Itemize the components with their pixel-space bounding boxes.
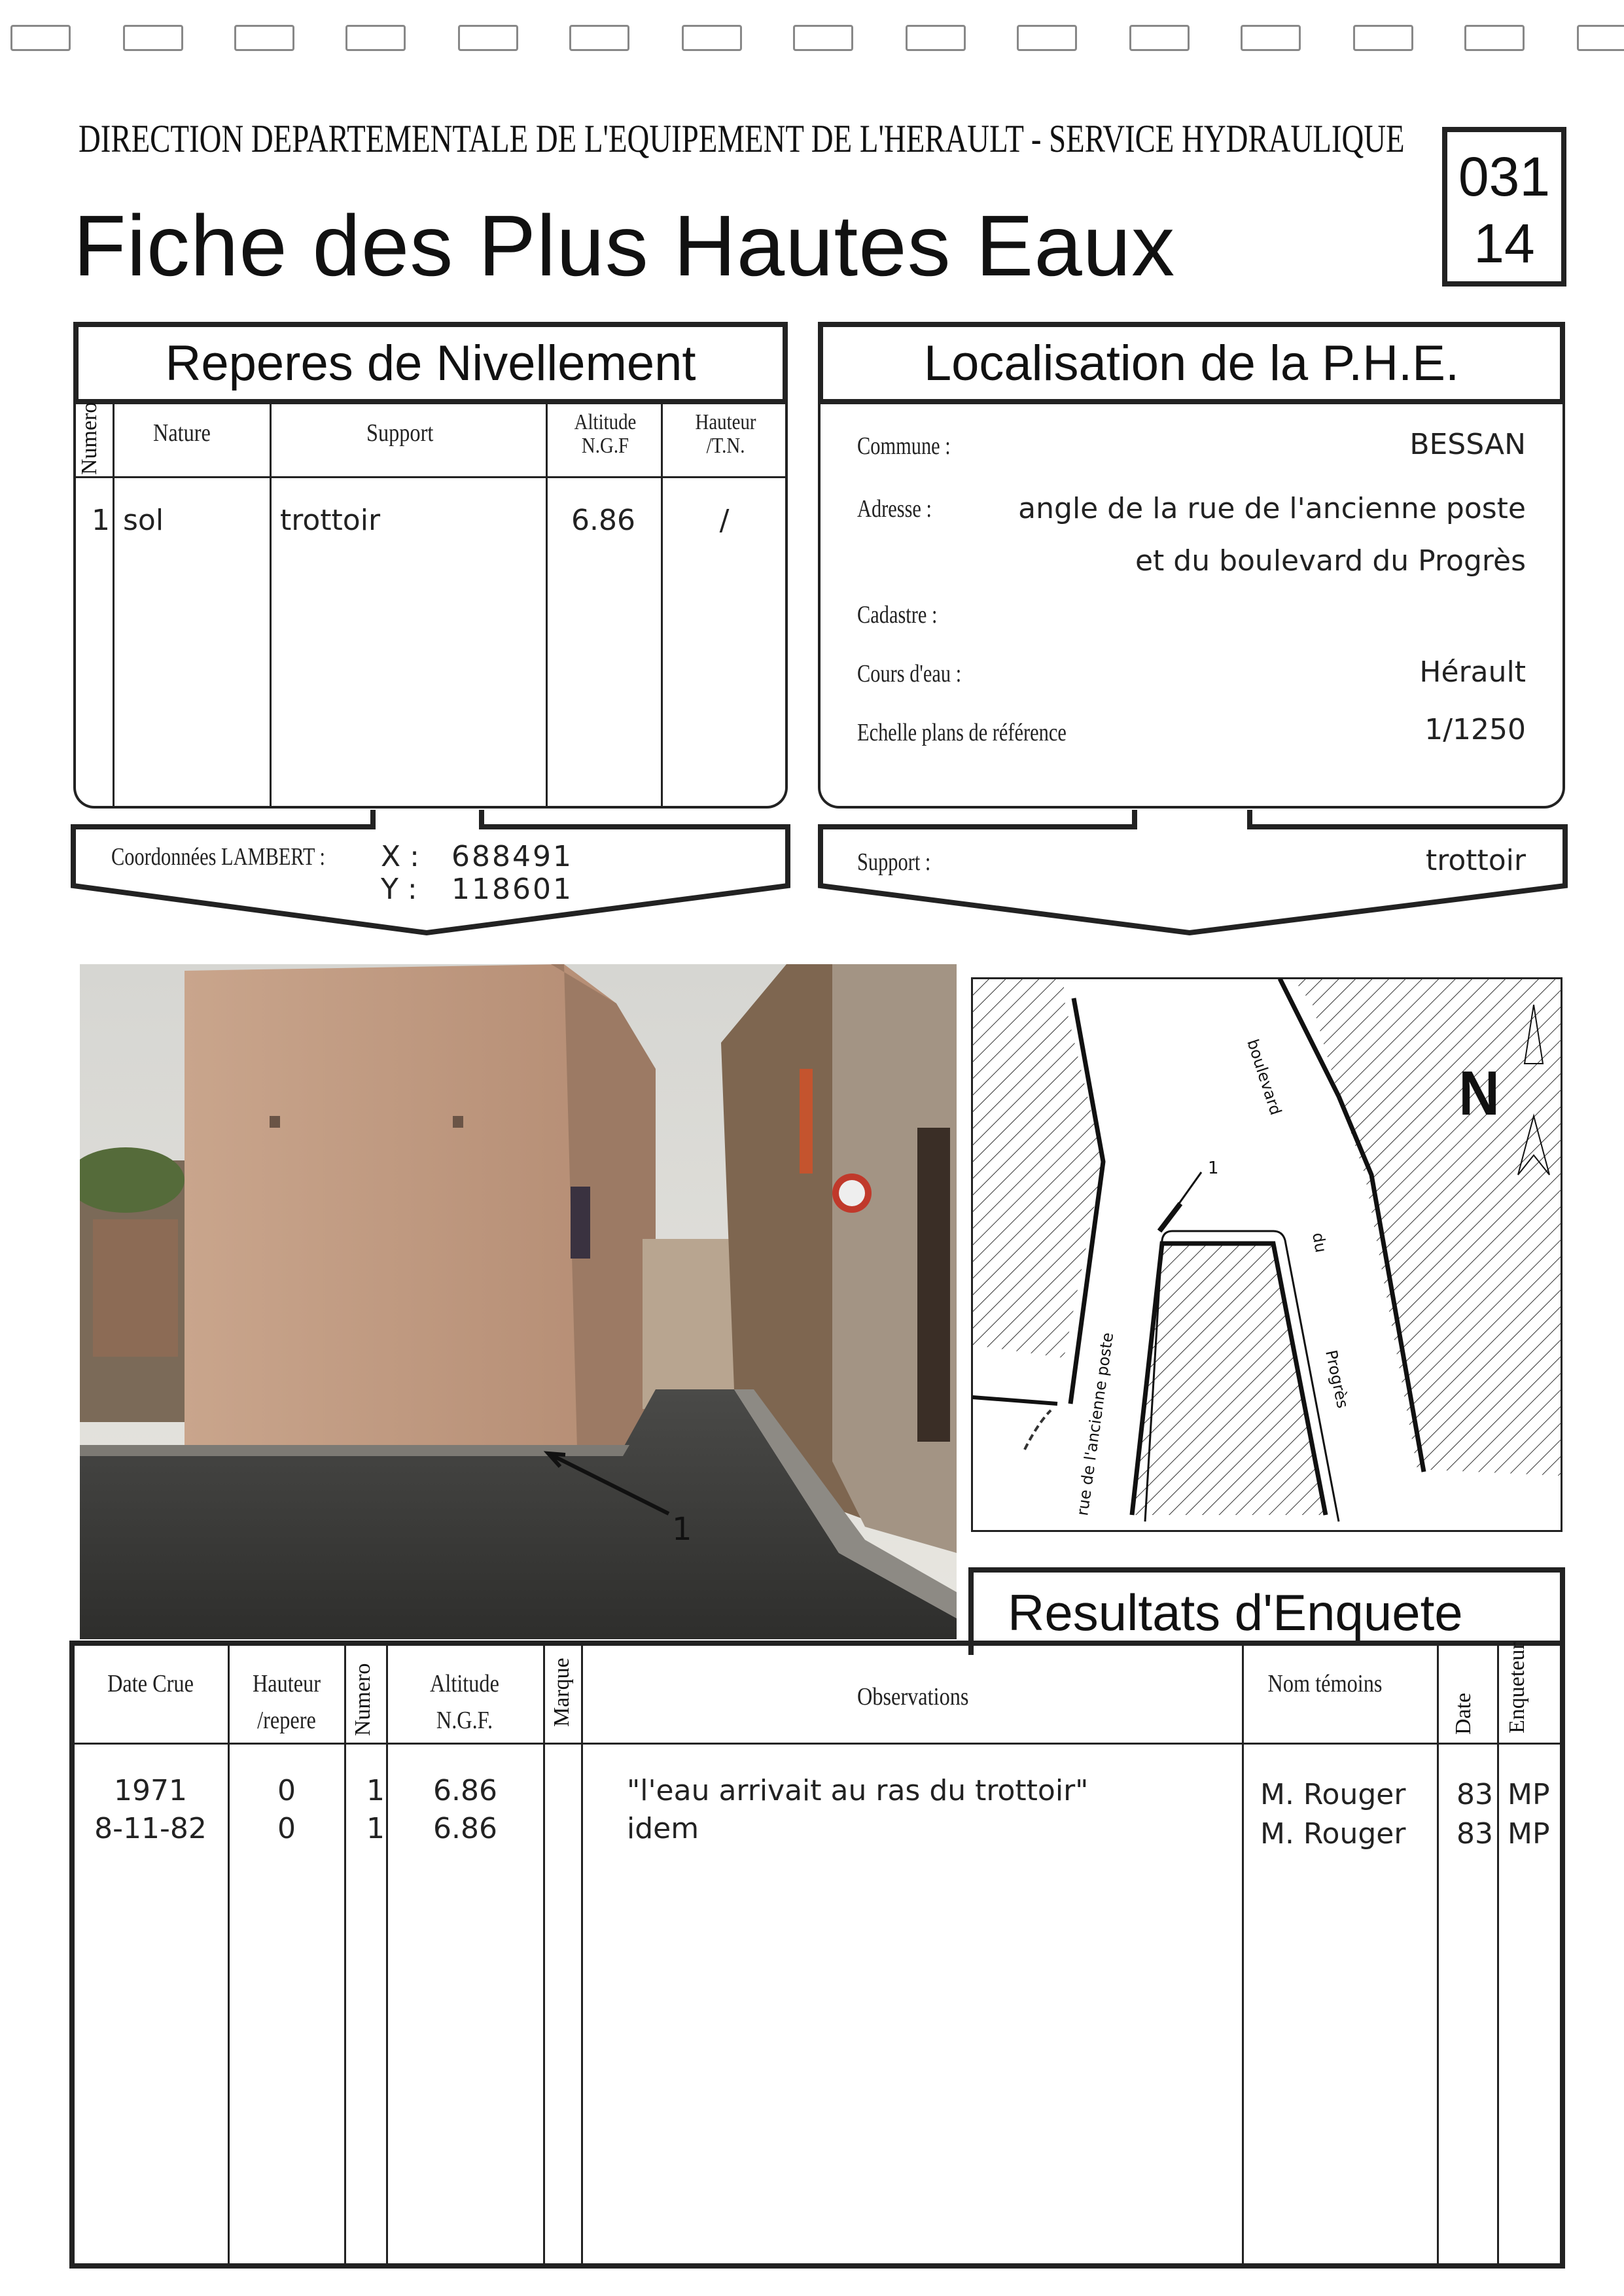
resultats-row-enqueteur: MP [1508, 1778, 1550, 1811]
adresse-line-1: angle de la rue de l'ancienne poste [1018, 492, 1526, 525]
resultats-row-date-crue: 1971 [114, 1774, 187, 1807]
reperes-header-support: Support [366, 419, 434, 447]
support-value: trottoir [1425, 844, 1526, 877]
binder-hole [569, 25, 629, 51]
map-street-du: du [1309, 1231, 1330, 1255]
binder-hole [10, 25, 71, 51]
resultats-header-altitude: Altitude N.G.F. [430, 1670, 499, 1734]
resultats-row-date-crue: 8-11-82 [94, 1812, 207, 1845]
resultats-row-nom: M. Rouger [1260, 1778, 1406, 1811]
localisation-header [818, 322, 1565, 404]
localisation-title: Localisation de la P.H.E. [923, 335, 1460, 391]
support-label: Support : [857, 848, 931, 876]
resultats-row-numero: 1 [366, 1774, 385, 1807]
map-street-boulevard: boulevard [1243, 1037, 1286, 1118]
reference-number: 14 [1474, 213, 1535, 274]
photo-marker: 1 [672, 1511, 692, 1548]
lambert-arrow-box [65, 805, 796, 948]
binder-hole [1017, 25, 1077, 51]
reperes-row-altitude: 6.86 [571, 504, 635, 537]
cours-eau-label: Cours d'eau : [857, 660, 962, 687]
lambert-label: Coordonnées LAMBERT : [111, 843, 325, 871]
resultats-row-altitude: 6.86 [433, 1812, 497, 1845]
adresse-label: Adresse : [857, 495, 932, 523]
binder-hole [1577, 25, 1624, 51]
resultats-row-observations: idem [627, 1812, 699, 1845]
reperes-row-support: trottoir [280, 504, 381, 537]
reperes-row-hauteur: / [719, 504, 730, 537]
binder-hole [234, 25, 294, 51]
resultats-row-observations: "l'eau arrivait au ras du trottoir" [627, 1774, 1089, 1807]
commune-value: BESSAN [1409, 428, 1526, 461]
resultats-row-date: 83 [1456, 1778, 1493, 1811]
binder-hole [906, 25, 966, 51]
echelle-value: 1/1250 [1424, 713, 1526, 746]
resultats-row-altitude: 6.86 [433, 1774, 497, 1807]
map-street-progres: Progrès [1322, 1348, 1352, 1410]
binder-hole [1129, 25, 1190, 51]
resultats-header-date-crue: Date Crue [107, 1670, 194, 1697]
resultats-header-date: Date [1451, 1692, 1475, 1735]
reperes-header [73, 322, 788, 404]
reperes-header-hauteur: Hauteur /T.N. [695, 410, 756, 458]
resultats-row-hauteur: 0 [277, 1774, 296, 1807]
reperes-header-numero: Numero [77, 402, 101, 475]
north-label: N [1458, 1058, 1500, 1129]
binder-hole [1241, 25, 1301, 51]
binder-hole [123, 25, 183, 51]
reperes-row-numero: 1 [92, 504, 110, 537]
reperes-header-altitude: Altitude N.G.F [574, 410, 637, 458]
resultats-header-enqueteur: Enqueteur [1505, 1642, 1529, 1733]
resultats-header-marque: Marque [550, 1658, 574, 1727]
reperes-header-nature: Nature [153, 419, 211, 447]
binder-hole [682, 25, 742, 51]
reference-box [1442, 127, 1566, 287]
resultats-row-date: 83 [1456, 1817, 1493, 1851]
lambert-x-value: 688491 [451, 840, 573, 873]
resultats-header-hauteur: Hauteur /repere [252, 1670, 321, 1734]
reperes-title: Reperes de Nivellement [165, 335, 696, 391]
adresse-line-2: et du boulevard du Progrès [1135, 544, 1526, 578]
resultats-row-numero: 1 [366, 1812, 385, 1845]
map-drawing [972, 979, 1561, 1531]
lambert-y-label: Y : [381, 873, 417, 906]
page-title: Fiche des Plus Hautes Eaux [73, 198, 1176, 294]
site-photo [80, 964, 957, 1639]
resultats-row-enqueteur: MP [1508, 1817, 1550, 1851]
binder-hole [345, 25, 406, 51]
reperes-table [73, 402, 788, 809]
resultats-row-hauteur: 0 [277, 1812, 296, 1845]
agency-header: DIRECTION DEPARTEMENTALE DE L'EQUIPEMENT DE L'HERAULT - SERVICE HYDRAULIQUE [79, 117, 1405, 160]
cadastre-label: Cadastre : [857, 601, 938, 629]
binder-hole [793, 25, 853, 51]
map-street-ancienne-poste: rue de l'ancienne poste [1073, 1331, 1118, 1517]
commune-label: Commune : [857, 432, 951, 460]
binder-hole [458, 25, 518, 51]
resultats-header-numero: Numero [351, 1663, 375, 1736]
map-marker: 1 [1208, 1158, 1219, 1178]
binder-hole [1353, 25, 1413, 51]
binder-hole [1464, 25, 1525, 51]
resultats-header-observations: Observations [857, 1683, 969, 1711]
lambert-x-label: X : [381, 840, 419, 873]
resultats-header-nom: Nom témoins [1267, 1670, 1383, 1697]
resultats-title: Resultats d'Enquete [1008, 1584, 1463, 1641]
cours-eau-value: Hérault [1419, 655, 1526, 689]
reperes-row-nature: sol [123, 504, 164, 537]
reference-code: 031 [1458, 146, 1551, 207]
lambert-y-value: 118601 [451, 873, 573, 906]
echelle-label: Echelle plans de référence [857, 719, 1067, 746]
resultats-row-nom: M. Rouger [1260, 1817, 1406, 1851]
